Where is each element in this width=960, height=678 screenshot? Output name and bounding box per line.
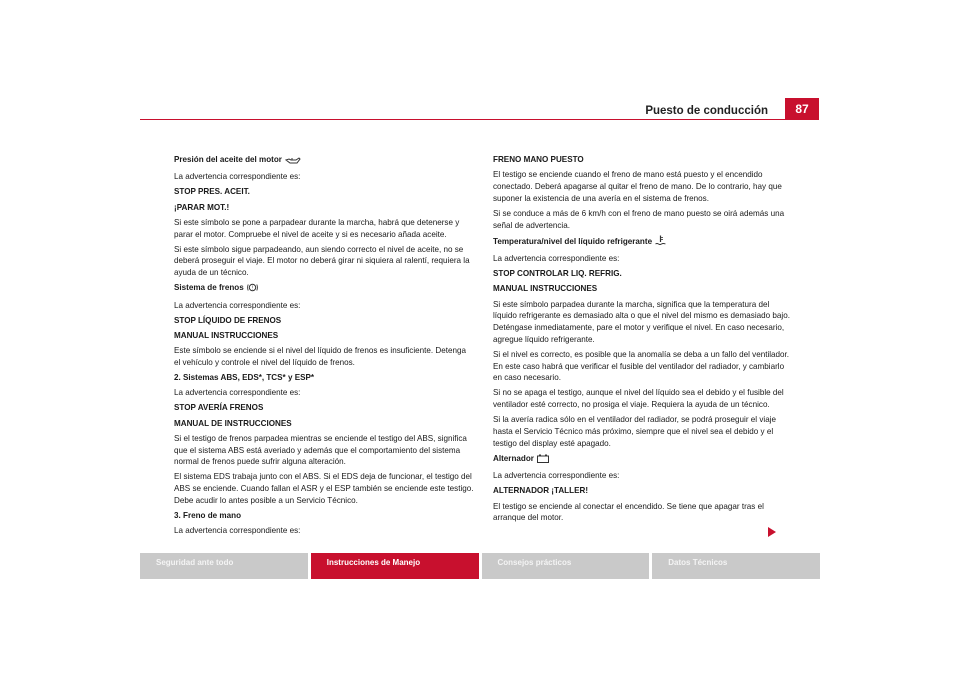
text: STOP CONTROLAR LIQ. REFRIG. xyxy=(493,269,622,279)
paragraph xyxy=(493,349,793,384)
text: La advertencia correspondiente es: xyxy=(174,172,301,182)
section-heading xyxy=(174,418,474,430)
text: La advertencia correspondiente es: xyxy=(174,388,301,398)
text: El sistema EDS trabaja junto con el ABS. Si el EDS deja de funcionar, el testigo del ABS se enciende. Cuando fallan el ASR y el ESP también se enciende este testigo. Debe acudir lo antes posible a un Servicio Técnico. xyxy=(174,472,474,505)
text: Temperatura/nivel del líquido refrigerante xyxy=(493,236,653,246)
section-heading xyxy=(493,283,793,295)
tab-2[interactable]: Consejos prácticos xyxy=(482,553,650,579)
text: Si el testigo de frenos parpadea mientras se enciende el testigo del ABS, significa que el sistema ABS está averiado y además que el comportamiento del sistema normal de frenos puede sufrir alguna alteración. xyxy=(174,433,467,467)
text: 3. Freno de mano xyxy=(174,511,242,521)
text: La advertencia correspondiente es: xyxy=(493,471,620,481)
text: 2. Sistemas ABS, EDS*, TCS* y ESP* xyxy=(174,373,315,383)
section-heading xyxy=(174,315,474,327)
paragraph xyxy=(493,414,793,449)
tab-1[interactable]: Instrucciones de Manejo xyxy=(311,553,479,579)
left-column xyxy=(174,154,474,540)
text: Si este símbolo se pone a parpadear durante la marcha, habrá que detenerse y parar el motor. Compruebe el nivel de aceite y si es necesario añada aceite. xyxy=(174,217,460,239)
section-heading xyxy=(174,282,474,296)
section-heading xyxy=(174,372,474,384)
text: La advertencia correspondiente es: xyxy=(493,253,620,263)
text: ¡PARAR MOT.! xyxy=(174,202,230,212)
text: Si no se apaga el testigo, aunque el nivel del líquido sea el debido y el fusible del ventilador esté correcto, no prosiga el viaje. Requiera la ayuda de un técnico. xyxy=(493,388,784,410)
paragraph xyxy=(174,171,474,183)
text: Este símbolo se enciende si el nivel del líquido de frenos es insuficiente. Detenga el vehículo y controle el nivel del líquido de frenos. xyxy=(174,346,466,367)
text: STOP AVERÍA FRENOS xyxy=(174,403,264,413)
paragraph xyxy=(174,300,474,312)
tab-3[interactable]: Datos Técnicos xyxy=(652,553,820,579)
text: El testigo se enciende al conectar el encendido. Se tiene que apagar tras el arranque del motor. xyxy=(493,501,764,523)
brake-warning-icon xyxy=(247,283,258,296)
paragraph xyxy=(174,345,474,368)
text: Si el nivel es correcto, es posible que la anomalía se deba a un fallo del ventilador. En este caso habrá que verificar el fusible del ventilador del radiador, y cambiarlo en caso necesario. xyxy=(493,349,790,383)
coolant-temperature-icon xyxy=(655,235,666,250)
tab-0[interactable]: Seguridad ante todo xyxy=(140,553,308,579)
section-heading xyxy=(174,154,474,168)
text: Si se conduce a más de 6 km/h con el freno de mano puesto se oirá además una señal de advertencia. xyxy=(493,208,785,230)
text: Si este símbolo parpadea durante la marcha, significa que la temperatura del líquido refrigerante es demasiado alta o que el nivel del mismo es demasiado bajo. Deténgase inmediatamente, pare el motor y verifique el nivel. En caso necesario, agregue líquido refrigerante. xyxy=(493,299,790,344)
text: FRENO MANO PUESTO xyxy=(493,155,584,164)
section-heading xyxy=(493,485,793,497)
section-tabs xyxy=(140,553,820,579)
section-heading xyxy=(493,154,793,166)
paragraph xyxy=(174,217,474,240)
paragraph xyxy=(493,299,793,346)
text: Alternador xyxy=(493,453,534,463)
paragraph xyxy=(174,471,474,506)
section-heading xyxy=(493,453,793,467)
section-heading xyxy=(174,402,474,414)
battery-icon xyxy=(537,454,549,467)
text: STOP LÍQUIDO DE FRENOS xyxy=(174,315,282,325)
section-heading xyxy=(174,330,474,342)
paragraph xyxy=(493,501,793,524)
section-heading xyxy=(493,268,793,280)
paragraph xyxy=(174,244,474,279)
paragraph xyxy=(493,208,793,231)
text: Presión del aceite del motor xyxy=(174,155,282,164)
section-heading xyxy=(174,202,474,214)
paragraph xyxy=(493,470,793,482)
page-title: Puesto de conducción xyxy=(645,105,768,117)
section-heading xyxy=(493,235,793,250)
text: STOP PRES. ACEIT. xyxy=(174,187,250,197)
next-page-arrow-icon[interactable] xyxy=(768,527,776,537)
section-heading xyxy=(174,510,474,522)
paragraph xyxy=(174,525,474,537)
paragraph xyxy=(493,253,793,265)
text: La advertencia correspondiente es: xyxy=(174,300,301,310)
paragraph xyxy=(174,387,474,399)
right-column xyxy=(493,154,793,527)
header-divider xyxy=(140,119,819,120)
text: MANUAL INSTRUCCIONES xyxy=(493,284,598,294)
text: Sistema de frenos xyxy=(174,283,244,293)
text: Si la avería radica sólo en el ventilador del radiador, se podrá proseguir el viaje hasta el Servicio Técnico más próximo, siempre que el nivel sea el debido y el testigo del display esté apagado. xyxy=(493,415,776,448)
paragraph xyxy=(493,169,793,204)
paragraph xyxy=(174,433,474,468)
paragraph xyxy=(493,387,793,410)
text: MANUAL INSTRUCCIONES xyxy=(174,330,279,340)
oil-can-icon xyxy=(285,156,301,168)
text: Si este símbolo sigue parpadeando, aun siendo correcto el nivel de aceite, no se deberá proseguir el viaje. El motor no deberá girar ni siquiera al ralentí, requiera la ayuda de un técnico. xyxy=(174,244,470,278)
text: El testigo se enciende cuando el freno de mano está puesto y el encendido conectado. Deberá apagarse al quitar el freno de mano. De lo contrario, hay que suponer la existencia de una avería en el sistema de frenos. xyxy=(493,170,782,203)
section-heading xyxy=(174,186,474,198)
svg-text:!: ! xyxy=(251,285,253,292)
text: ALTERNADOR ¡TALLER! xyxy=(493,486,589,496)
text: MANUAL DE INSTRUCCIONES xyxy=(174,418,292,428)
text: La advertencia correspondiente es: xyxy=(174,526,301,536)
page-number: 87 xyxy=(785,98,819,120)
